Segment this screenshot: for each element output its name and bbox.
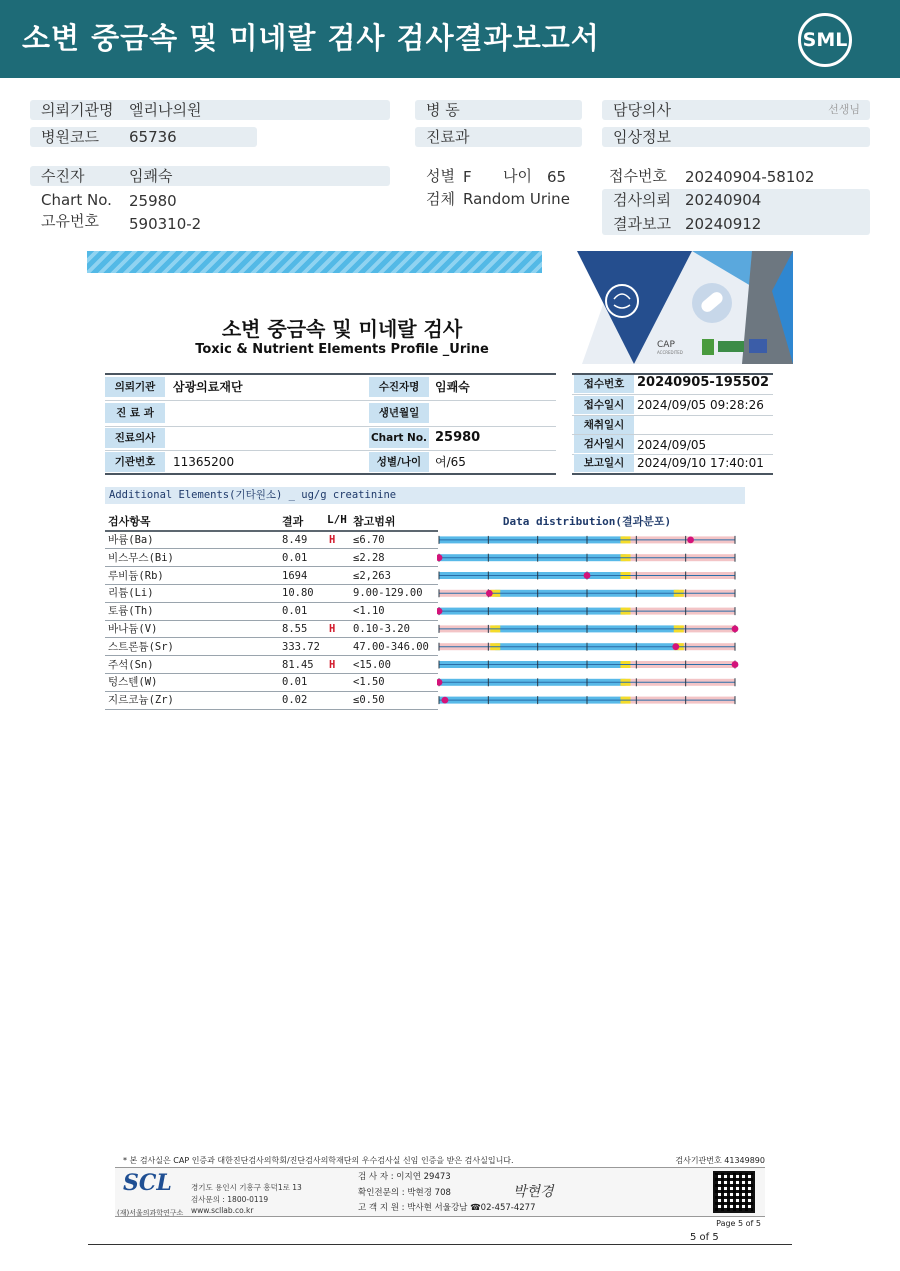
r-code-value: 11365200 — [173, 455, 235, 469]
r-test-value: 2024/09/05 — [637, 438, 707, 452]
lab-address: 경기도 용인시 기흥구 흥덕1로 13 — [191, 1183, 302, 1192]
row-result: 0.01 — [282, 676, 308, 689]
table-row — [105, 549, 438, 567]
doctor-field — [602, 100, 870, 120]
r-inst-value: 삼광의료재단 — [173, 380, 243, 394]
scl-logo: SCL — [123, 1170, 172, 1196]
age-value: 65 — [547, 168, 567, 186]
row-ref: 9.00-129.00 — [353, 587, 423, 600]
org-number: 검사기관번호 41349890 — [675, 1156, 765, 1165]
col-lh: L/H — [327, 513, 347, 526]
report-header — [0, 0, 900, 78]
lab-report-title: 소변 중금속 및 미네랄 검사 — [221, 317, 463, 341]
row-divider — [105, 709, 438, 710]
r-birth-label: 생년월일 — [369, 403, 429, 423]
row-item: 주석(Sn) — [108, 658, 154, 671]
institution-label: 의뢰기관명 — [41, 101, 114, 119]
age-label: 나이 — [503, 167, 532, 185]
department-field — [415, 127, 582, 147]
sex-label: 성별 — [426, 167, 455, 185]
embedded-lab-report — [87, 251, 793, 713]
r-chart-label: Chart No. — [369, 428, 429, 448]
result-dot — [486, 590, 493, 597]
inner-page-number: Page 5 of 5 — [716, 1219, 761, 1228]
row-ref: 0.10-3.20 — [353, 623, 410, 635]
row-result: 81.45 — [282, 658, 314, 671]
institution-value: 엘리나의원 — [129, 101, 202, 119]
table-row — [105, 602, 438, 620]
row-flag: H — [329, 534, 336, 546]
distribution-chart — [437, 530, 741, 710]
r-name-label: 수진자명 — [369, 377, 429, 397]
table-row — [105, 531, 438, 549]
lh-logo — [702, 339, 714, 355]
col-distribution: Data distribution(결과분포) — [502, 515, 672, 528]
cap-logo-sub: ACCREDITED — [657, 350, 683, 355]
row-item: 스트론튬(Sr) — [108, 640, 174, 653]
row-item: 텅스텐(W) — [108, 676, 158, 689]
result-dot — [732, 626, 739, 633]
chart-value: 25980 — [129, 192, 177, 210]
row-ref: ≤2.28 — [353, 551, 385, 564]
row-result: 8.49 — [282, 534, 308, 546]
report-label: 결과보고 — [613, 215, 671, 233]
row-ref: ≤0.50 — [353, 694, 385, 707]
result-dot — [442, 697, 449, 704]
specialist: 확인전문의 : 박현경 708 — [358, 1188, 451, 1198]
lab-name: (재)서울의과학연구소 — [117, 1209, 184, 1217]
row-ref: <1.50 — [353, 676, 385, 689]
clinical-info-field — [602, 127, 870, 147]
doctor-label: 담당의사 — [613, 101, 671, 119]
request-label: 검사의뢰 — [613, 191, 671, 209]
r-inst-label: 의뢰기관 — [105, 377, 165, 397]
row-item: 루비듐(Rb) — [108, 569, 164, 582]
specimen-value: Random Urine — [463, 190, 570, 208]
r-doc-label: 진료의사 — [105, 428, 165, 448]
receipt-label: 접수번호 — [609, 167, 667, 185]
lab-footer — [115, 1153, 765, 1249]
patient-field — [30, 166, 390, 186]
row-ref: ≤2,263 — [353, 569, 391, 582]
patient-label: 수진자 — [41, 167, 85, 185]
col-ref: 참고범위 — [353, 515, 396, 528]
result-dot — [584, 572, 591, 579]
r-code-label: 기관번호 — [105, 452, 165, 472]
table-row — [105, 656, 438, 674]
qr-code-icon[interactable] — [713, 1171, 755, 1213]
r-report-value: 2024/09/10 17:40:01 — [637, 456, 764, 470]
row-result: 1694 — [282, 569, 308, 582]
row-item: 지르코늄(Zr) — [108, 694, 174, 707]
lab-phone: 검사문의 : 1800-0119 — [191, 1195, 269, 1204]
clinical-info-label: 임상정보 — [613, 128, 671, 146]
row-item: 비스무스(Bi) — [108, 551, 174, 564]
r-name-value: 임쾌숙 — [435, 380, 470, 394]
hospital-code-value: 65736 — [129, 128, 177, 146]
row-ref: <1.10 — [353, 605, 385, 618]
hospital-code-field — [30, 127, 257, 147]
patient-value: 임쾌숙 — [129, 167, 173, 185]
row-item: 리튬(Li) — [108, 587, 154, 600]
r-report-label: 보고일시 — [574, 454, 634, 472]
r-test-label: 검사일시 — [574, 435, 634, 453]
result-dot — [672, 643, 679, 650]
receipt-value: 20240904-58102 — [685, 168, 815, 186]
row-flag: H — [329, 658, 336, 671]
request-value: 20240904 — [685, 191, 762, 209]
doctor-suffix: 선생님 — [828, 103, 860, 116]
row-flag: H — [329, 623, 336, 635]
request-report-block — [602, 189, 870, 235]
page-number: 5 of 5 — [690, 1232, 719, 1243]
table-row — [105, 620, 438, 638]
accreditation-note: * 본 검사실은 CAP 인증과 대한진단검사의학회/진단검사의학재단의 우수검사실 신임 인증을 받은 검사실입니다. — [123, 1156, 514, 1165]
sex-value: F — [463, 168, 472, 186]
result-dot — [732, 661, 739, 668]
unique-value: 590310-2 — [129, 215, 202, 233]
department-label: 진료과 — [426, 128, 470, 146]
chart-label: Chart No. — [41, 191, 112, 209]
kfda-logo — [718, 341, 744, 352]
specimen-label: 검체 — [426, 190, 455, 208]
lab-report-subtitle: Toxic & Nutrient Elements Profile _Urine — [195, 342, 489, 357]
sml-logo: SML — [798, 13, 852, 67]
row-result: 333.72 — [282, 640, 320, 653]
col-item: 검사항목 — [108, 515, 151, 528]
r-collect-label: 채취일시 — [574, 416, 634, 434]
r-rno-label: 접수번호 — [574, 375, 634, 393]
row-ref: <15.00 — [353, 658, 391, 671]
signature: 박현경 — [513, 1184, 554, 1200]
decorative-stripe — [87, 251, 577, 273]
report-main-title: 소변 중금속 및 미네랄 검사 검사결과보고서 — [22, 21, 600, 55]
result-dot — [687, 537, 694, 544]
r-chart-value: 25980 — [435, 430, 481, 445]
table-row — [105, 691, 438, 709]
support: 고 객 지 원 : 박사현 서울강남 ☎02-457-4277 — [358, 1203, 536, 1213]
row-item: 바나듐(V) — [108, 623, 158, 635]
r-rdate-label: 접수일시 — [574, 396, 634, 414]
hospital-code-label: 병원코드 — [41, 128, 99, 146]
ahlab-logo — [749, 339, 767, 353]
r-rno-value: 20240905-195502 — [637, 375, 770, 390]
table-row — [105, 567, 438, 585]
r-sexage-value: 여/65 — [435, 455, 466, 469]
lab-website[interactable]: www.scllab.co.kr — [191, 1206, 254, 1215]
table-row — [105, 638, 438, 656]
row-result: 10.80 — [282, 587, 314, 600]
ward-label: 병 동 — [426, 101, 460, 119]
institution-field — [30, 100, 390, 120]
bottom-rule — [88, 1244, 792, 1245]
row-item: 바륨(Ba) — [108, 534, 154, 546]
cap-logo: CAP — [657, 340, 675, 350]
row-ref: 47.00-346.00 — [353, 640, 429, 653]
additional-elements-section-title: Additional Elements(기타원소) _ ug/g creatinine — [105, 487, 745, 504]
r-sexage-label: 성별/나이 — [369, 452, 429, 472]
ward-field — [415, 100, 582, 120]
r-dept-label: 진 료 과 — [105, 403, 165, 423]
row-result: 0.02 — [282, 694, 308, 707]
unique-label: 고유번호 — [41, 212, 99, 230]
row-result: 8.55 — [282, 623, 308, 635]
table-row — [105, 584, 438, 602]
tester: 검 사 자 : 이지연 29473 — [358, 1172, 451, 1182]
row-ref: ≤6.70 — [353, 534, 385, 546]
row-result: 0.01 — [282, 551, 308, 564]
table-row — [105, 673, 438, 691]
row-item: 토륨(Th) — [108, 605, 154, 618]
row-result: 0.01 — [282, 605, 308, 618]
r-rdate-value: 2024/09/05 09:28:26 — [637, 398, 764, 412]
report-value: 20240912 — [685, 215, 762, 233]
col-result: 결과 — [282, 515, 304, 528]
